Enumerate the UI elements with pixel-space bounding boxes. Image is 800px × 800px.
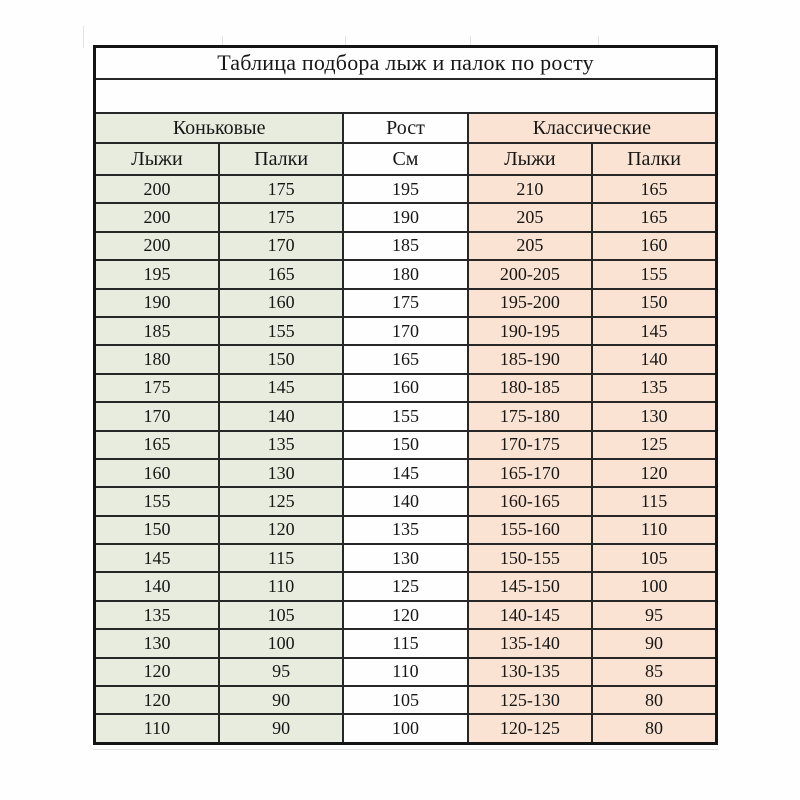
- table-row: [95, 260, 717, 288]
- cell-classic-ski: 205: [468, 232, 592, 260]
- table-row: [95, 658, 717, 686]
- cell-classic-pole: 160: [592, 232, 716, 260]
- cell-skate-pole: 155: [219, 317, 343, 345]
- cell-classic-ski: 165-170: [468, 459, 592, 487]
- cell-classic-ski: 150-155: [468, 544, 592, 572]
- cell-skate-pole: 120: [219, 516, 343, 544]
- cell-skate-ski: 110: [95, 714, 219, 743]
- group-header-skate: Коньковые: [95, 113, 344, 143]
- table-row: [95, 232, 717, 260]
- cell-classic-pole: 80: [592, 714, 716, 743]
- table-row: [95, 516, 717, 544]
- cell-classic-pole: 85: [592, 658, 716, 686]
- cell-skate-pole: 145: [219, 374, 343, 402]
- cell-skate-pole: 90: [219, 714, 343, 743]
- gridline-remnant: [598, 36, 599, 45]
- table-row: [95, 289, 717, 317]
- table-row: [95, 402, 717, 430]
- cell-classic-pole: 165: [592, 203, 716, 231]
- table-title-row: [95, 47, 717, 80]
- cell-classic-ski: 170-175: [468, 431, 592, 459]
- table-row: [95, 629, 717, 657]
- gridline-remnant: [83, 26, 84, 48]
- cell-skate-ski: 190: [95, 289, 219, 317]
- subheader-skate-skis: Лыжи: [95, 143, 219, 175]
- spacer-row: [95, 79, 717, 113]
- cell-skate-ski: 140: [95, 572, 219, 600]
- cell-skate-ski: 135: [95, 601, 219, 629]
- table-row: [95, 175, 717, 203]
- cell-classic-pole: 155: [592, 260, 716, 288]
- cell-classic-pole: 120: [592, 459, 716, 487]
- cell-skate-ski: 130: [95, 629, 219, 657]
- table-row: [95, 487, 717, 515]
- cell-classic-pole: 80: [592, 686, 716, 714]
- table-row: [95, 714, 717, 743]
- subheader-height-cm: См: [343, 143, 467, 175]
- cell-classic-ski: 125-130: [468, 686, 592, 714]
- group-header-row: [95, 113, 717, 143]
- cell-skate-pole: 165: [219, 260, 343, 288]
- cell-height: 145: [343, 459, 467, 487]
- gridline-remnant: [93, 749, 718, 750]
- cell-skate-ski: 150: [95, 516, 219, 544]
- cell-height: 100: [343, 714, 467, 743]
- table-row: [95, 203, 717, 231]
- cell-classic-ski: 160-165: [468, 487, 592, 515]
- cell-skate-pole: 140: [219, 402, 343, 430]
- cell-skate-pole: 160: [219, 289, 343, 317]
- cell-classic-ski: 155-160: [468, 516, 592, 544]
- cell-classic-ski: 180-185: [468, 374, 592, 402]
- cell-skate-pole: 115: [219, 544, 343, 572]
- cell-classic-ski: 145-150: [468, 572, 592, 600]
- cell-height: 120: [343, 601, 467, 629]
- subheader-skate-poles: Палки: [219, 143, 343, 175]
- cell-skate-ski: 200: [95, 203, 219, 231]
- spacer-cell: [95, 79, 717, 113]
- table-row: [95, 345, 717, 373]
- cell-skate-ski: 160: [95, 459, 219, 487]
- cell-skate-pole: 150: [219, 345, 343, 373]
- cell-height: 135: [343, 516, 467, 544]
- cell-classic-pole: 115: [592, 487, 716, 515]
- cell-skate-pole: 95: [219, 658, 343, 686]
- cell-height: 140: [343, 487, 467, 515]
- cell-classic-ski: 205: [468, 203, 592, 231]
- cell-height: 150: [343, 431, 467, 459]
- cell-height: 125: [343, 572, 467, 600]
- gridline-remnant: [345, 36, 346, 45]
- cell-classic-ski: 120-125: [468, 714, 592, 743]
- cell-skate-ski: 175: [95, 374, 219, 402]
- cell-classic-pole: 100: [592, 572, 716, 600]
- cell-skate-pole: 175: [219, 203, 343, 231]
- cell-classic-ski: 210: [468, 175, 592, 203]
- table-row: [95, 572, 717, 600]
- cell-classic-pole: 90: [592, 629, 716, 657]
- cell-skate-pole: 175: [219, 175, 343, 203]
- table-row: [95, 317, 717, 345]
- cell-classic-ski: 135-140: [468, 629, 592, 657]
- cell-skate-pole: 90: [219, 686, 343, 714]
- cell-skate-ski: 170: [95, 402, 219, 430]
- table-row: [95, 544, 717, 572]
- cell-skate-ski: 120: [95, 686, 219, 714]
- gridline-remnant: [222, 36, 223, 45]
- cell-height: 105: [343, 686, 467, 714]
- cell-height: 190: [343, 203, 467, 231]
- cell-classic-ski: 195-200: [468, 289, 592, 317]
- cell-skate-ski: 200: [95, 175, 219, 203]
- cell-skate-pole: 110: [219, 572, 343, 600]
- cell-classic-ski: 200-205: [468, 260, 592, 288]
- table-row: [95, 601, 717, 629]
- cell-height: 180: [343, 260, 467, 288]
- cell-classic-pole: 140: [592, 345, 716, 373]
- cell-classic-ski: 190-195: [468, 317, 592, 345]
- cell-skate-pole: 170: [219, 232, 343, 260]
- cell-classic-pole: 125: [592, 431, 716, 459]
- cell-skate-ski: 180: [95, 345, 219, 373]
- table-row: [95, 431, 717, 459]
- cell-skate-ski: 120: [95, 658, 219, 686]
- subheader-row: [95, 143, 717, 175]
- cell-height: 115: [343, 629, 467, 657]
- cell-skate-ski: 200: [95, 232, 219, 260]
- subheader-classic-poles: Палки: [592, 143, 716, 175]
- cell-classic-pole: 145: [592, 317, 716, 345]
- ski-size-table: [93, 45, 718, 745]
- cell-skate-ski: 165: [95, 431, 219, 459]
- table-row: [95, 686, 717, 714]
- cell-classic-pole: 105: [592, 544, 716, 572]
- cell-classic-ski: 175-180: [468, 402, 592, 430]
- cell-height: 195: [343, 175, 467, 203]
- cell-classic-pole: 130: [592, 402, 716, 430]
- cell-height: 130: [343, 544, 467, 572]
- cell-classic-pole: 95: [592, 601, 716, 629]
- cell-skate-ski: 155: [95, 487, 219, 515]
- subheader-classic-skis: Лыжи: [468, 143, 592, 175]
- cell-height: 170: [343, 317, 467, 345]
- cell-height: 110: [343, 658, 467, 686]
- cell-skate-pole: 130: [219, 459, 343, 487]
- table-title: Таблица подбора лыж и палок по росту: [95, 47, 717, 80]
- cell-height: 160: [343, 374, 467, 402]
- cell-skate-pole: 125: [219, 487, 343, 515]
- cell-skate-pole: 135: [219, 431, 343, 459]
- cell-classic-pole: 150: [592, 289, 716, 317]
- gridline-remnant: [470, 36, 471, 45]
- table-row: [95, 459, 717, 487]
- cell-skate-pole: 100: [219, 629, 343, 657]
- cell-classic-pole: 135: [592, 374, 716, 402]
- group-header-height: Рост: [343, 113, 467, 143]
- cell-height: 165: [343, 345, 467, 373]
- cell-classic-pole: 110: [592, 516, 716, 544]
- cell-height: 175: [343, 289, 467, 317]
- cell-skate-pole: 105: [219, 601, 343, 629]
- cell-skate-ski: 145: [95, 544, 219, 572]
- cell-classic-ski: 130-135: [468, 658, 592, 686]
- cell-classic-ski: 140-145: [468, 601, 592, 629]
- cell-height: 155: [343, 402, 467, 430]
- cell-classic-ski: 185-190: [468, 345, 592, 373]
- cell-height: 185: [343, 232, 467, 260]
- table-row: [95, 374, 717, 402]
- cell-skate-ski: 185: [95, 317, 219, 345]
- cell-classic-pole: 165: [592, 175, 716, 203]
- cell-skate-ski: 195: [95, 260, 219, 288]
- group-header-classic: Классические: [468, 113, 717, 143]
